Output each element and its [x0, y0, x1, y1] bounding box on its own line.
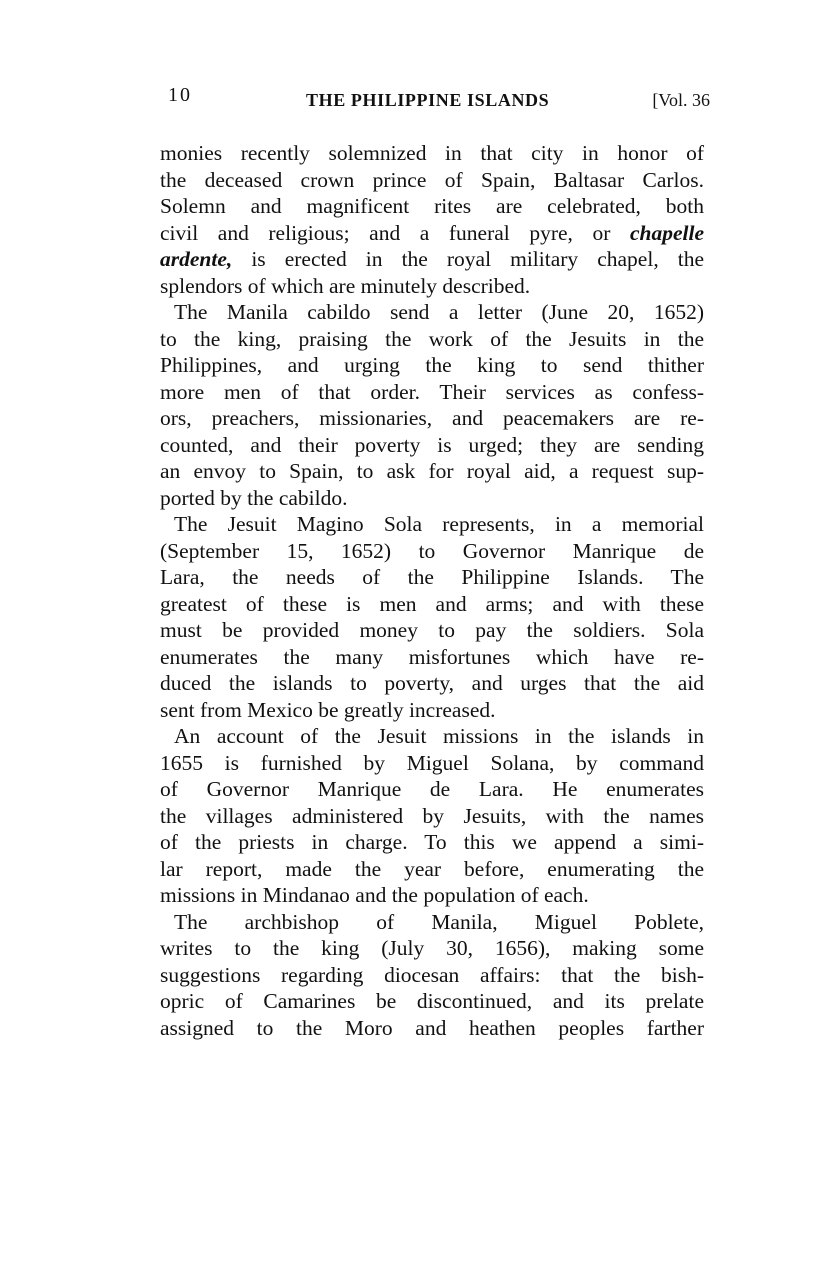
text-line: missions in Mindanao and the population of each.: [160, 883, 589, 907]
text-line: more men of that order. Their services as confess-: [160, 379, 704, 404]
text-line: Lara, the needs of the Philippine Islands. The: [160, 565, 704, 589]
body-text: [160, 140, 704, 1041]
text-line: The Manila cabildo send a letter (June 20, 1652): [174, 300, 704, 324]
text-line: Solemn and magnificent rites are celebrated, both: [160, 194, 704, 218]
text-line: Philippines, and urging the king to send thither: [160, 353, 704, 377]
text-line: [160, 246, 704, 273]
text-line: lar report, made the year before, enumerating the: [160, 856, 704, 881]
text-line: enumerates the many misfortunes which have re-: [160, 644, 704, 669]
text-line: suggestions regarding diocesan affairs: that the bish-: [160, 962, 704, 987]
text-line: writes to the king (July 30, 1656), making some: [160, 936, 704, 960]
text-line: 1655 is furnished by Miguel Solana, by command: [160, 750, 704, 775]
text-line: of Governor Manrique de Lara. He enumerates: [160, 777, 704, 801]
text-line: ported by the cabildo.: [160, 485, 348, 510]
text-line: the deceased crown prince of Spain, Baltasar Carlos.: [160, 167, 704, 192]
text-line: counted, and their poverty is urged; they are sending: [160, 432, 704, 457]
italic-term: chapelle: [629, 220, 705, 245]
text-line: The archbishop of Manila, Miguel Poblete,: [174, 909, 704, 934]
text-line: An account of the Jesuit missions in the islands in: [174, 724, 704, 748]
text-line: must be provided money to pay the soldiers. Sola: [160, 618, 704, 642]
text-line: ors, preachers, missionaries, and peacemakers are re-: [160, 406, 704, 430]
text-line: assigned to the Moro and heathen peoples farther: [160, 1015, 704, 1040]
text-line: sent from Mexico be greatly increased.: [160, 697, 496, 722]
text-line: of the priests in charge. To this we append a simi-: [160, 830, 704, 854]
text-line: splendors of which are minutely described.: [160, 273, 531, 298]
text-line-roman: is erected in the royal military chapel, the: [251, 247, 704, 271]
text-line: an envoy to Spain, to ask for royal aid, a request sup-: [160, 459, 704, 483]
text-line: opric of Camarines be discontinued, and its prelate: [160, 989, 704, 1013]
text-line-roman: civil and religious; and a funeral pyre, or: [160, 220, 611, 245]
text-line: (September 15, 1652) to Governor Manrique de: [160, 538, 704, 563]
page-number: 10: [168, 84, 192, 106]
text-line: to the king, praising the work of the Jesuits in the: [160, 326, 704, 351]
text-line: duced the islands to poverty, and urges that the aid: [160, 671, 704, 695]
running-title: THE PHILIPPINE ISLANDS: [306, 90, 550, 110]
running-header: [168, 84, 710, 114]
text-line: The Jesuit Magino Sola represents, in a memorial: [174, 512, 704, 536]
text-line: greatest of these is men and arms; and with these: [160, 591, 704, 616]
text-line: [160, 220, 704, 247]
text-line: monies recently solemnized in that city in honor of: [160, 141, 704, 165]
text-line: the villages administered by Jesuits, with the names: [160, 803, 704, 828]
italic-term: ardente,: [160, 247, 233, 271]
volume-label: [Vol. 36: [652, 90, 710, 110]
